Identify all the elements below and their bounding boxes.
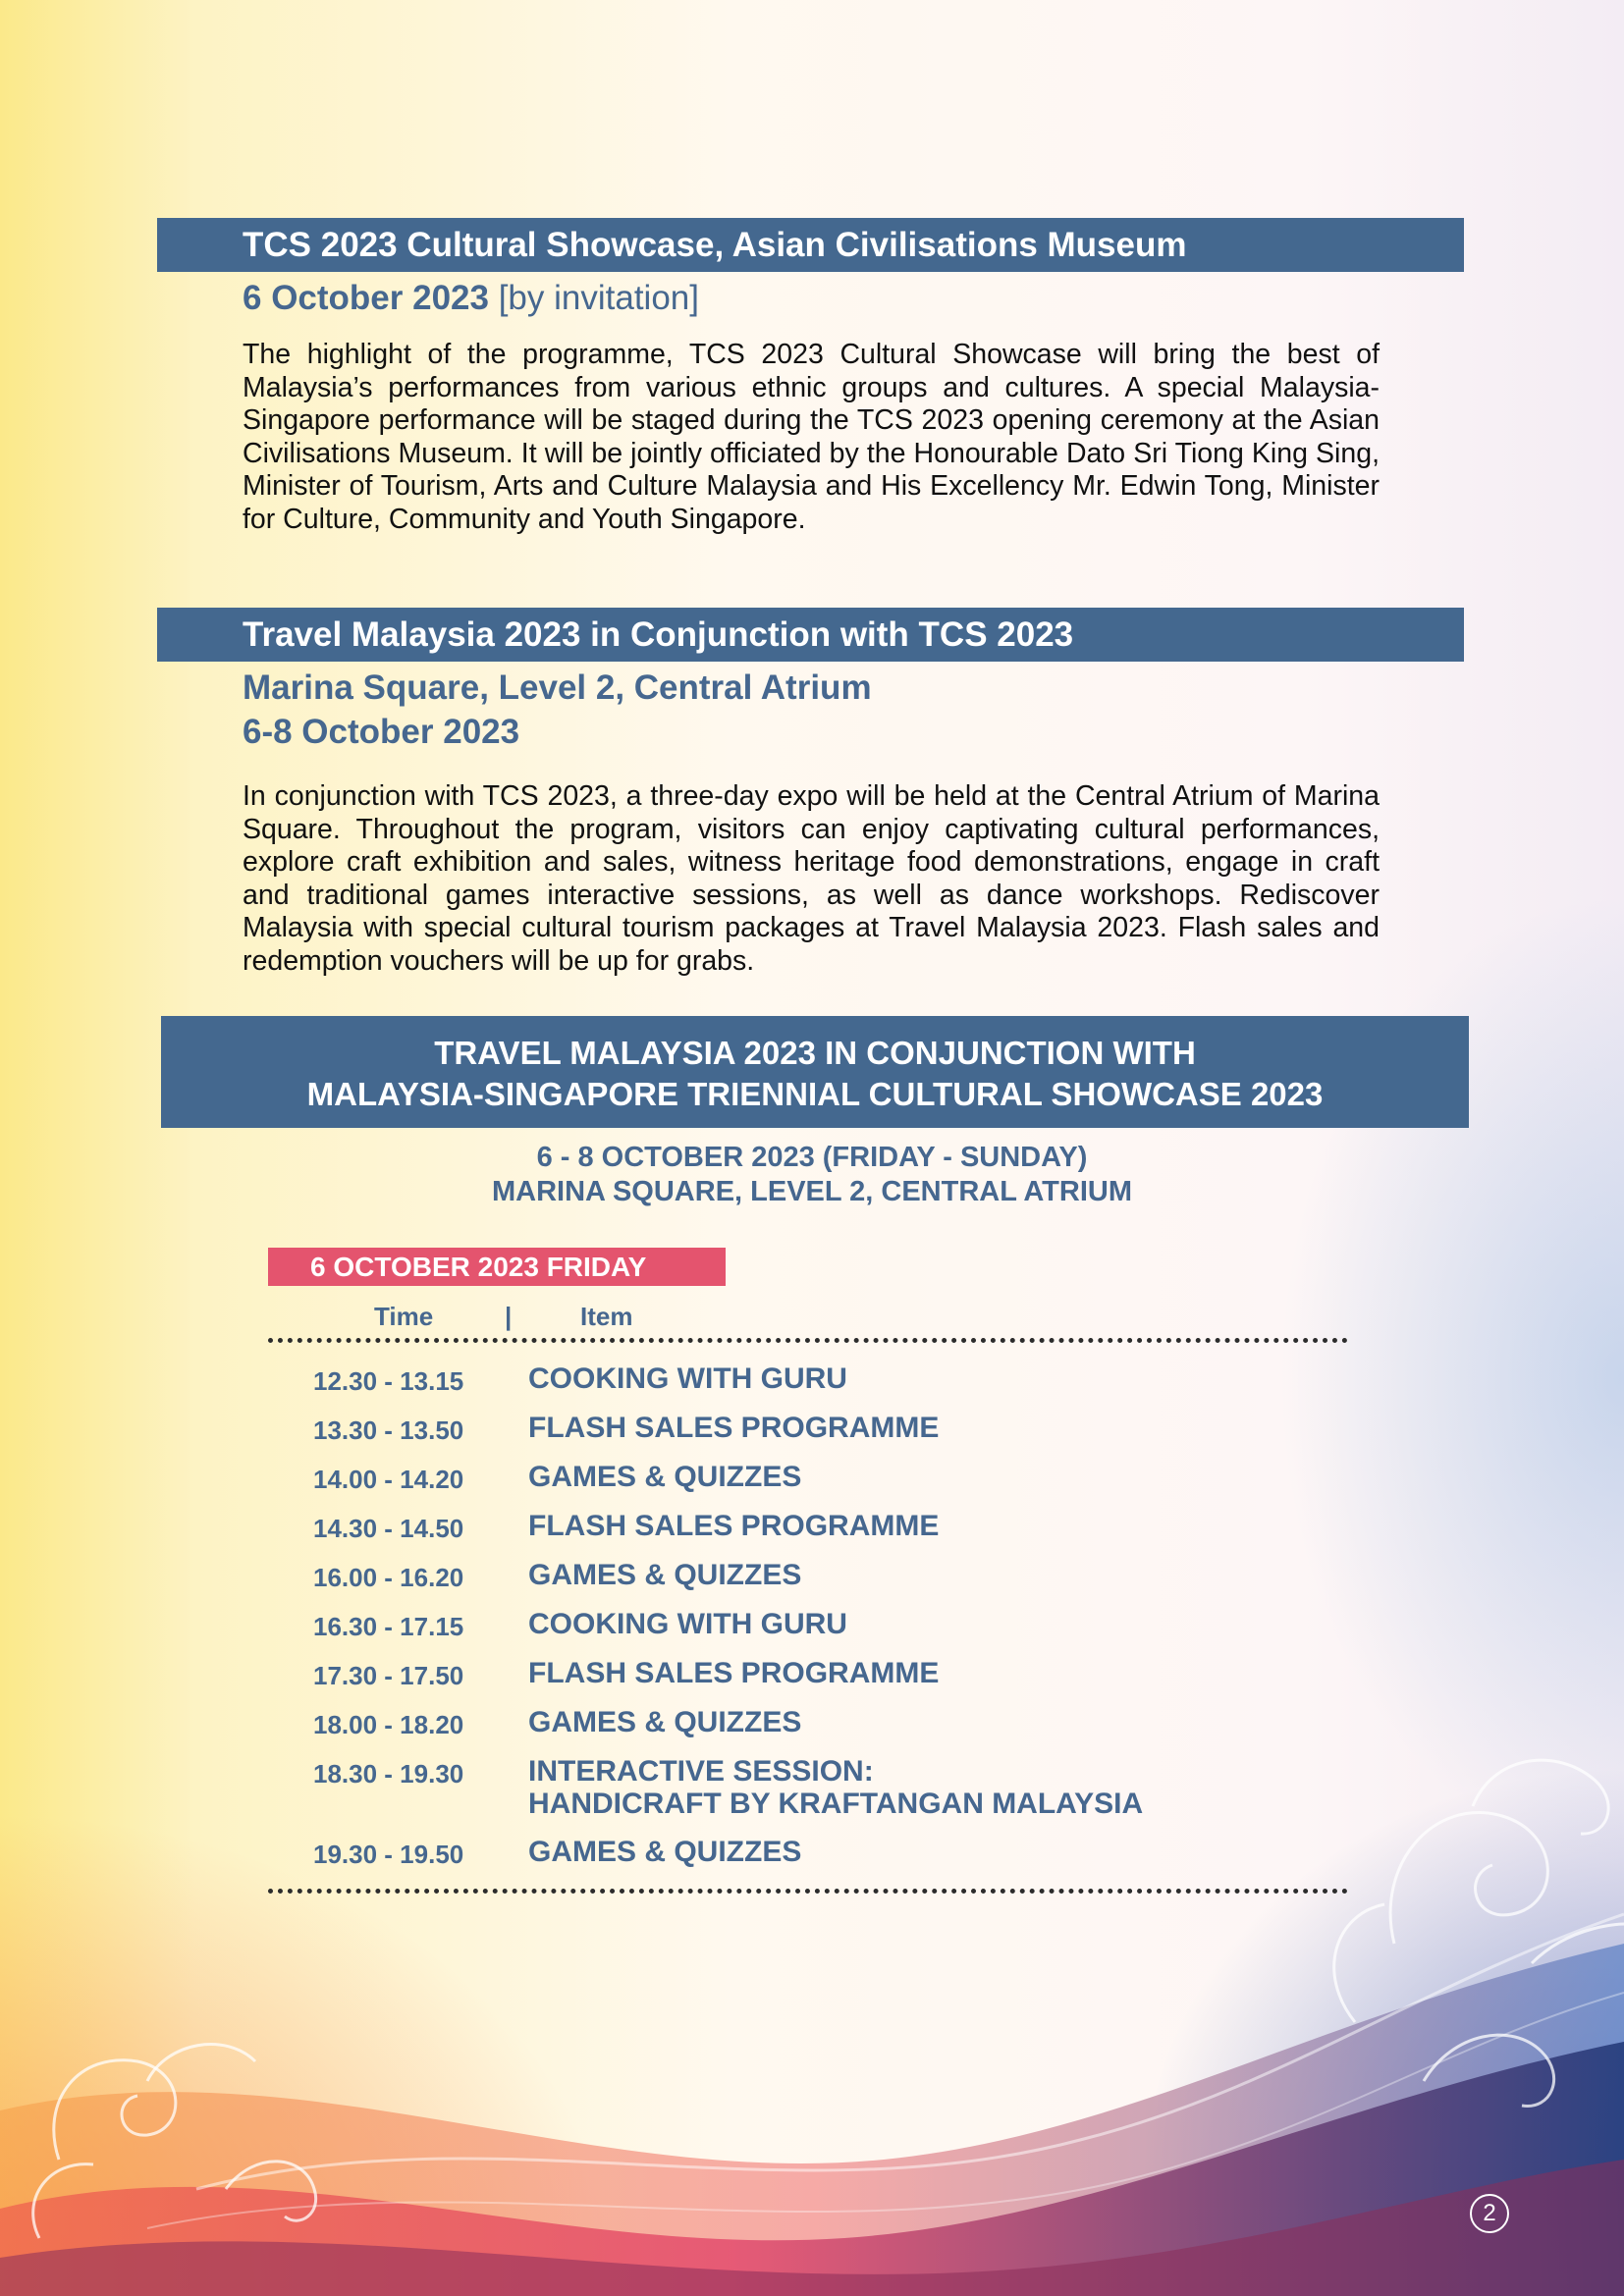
event-venue: Marina Square, Level 2, Central Atrium <box>243 668 872 707</box>
page-number: 2 <box>1470 2194 1509 2233</box>
column-header-item: Item <box>580 1302 633 1331</box>
row-item: GAMES & QUIZZES <box>528 1461 802 1493</box>
schedule-dates-line: 6 - 8 OCTOBER 2023 (FRIDAY - SUNDAY) <box>536 1142 1088 1173</box>
cultural-showcase-description: The highlight of the programme, TCS 2023 Cultural Showcase will bring the best of Malaysia’s performances from various ethnic groups and cultures. A special Malaysia-Singapore performance will be staged during the TCS 2023 opening ceremony at the Asian Civilisations Museum. It will be jointly officiated by the Honourable Dato Sri Tiong King Sing, Minister of Tourism, Arts and Culture Malaysia and His Excellency Mr. Edwin Tong, Minister for Culture, Community and Youth Singapore. <box>243 339 1380 535</box>
row-time: 17.30 - 17.50 <box>313 1661 464 1690</box>
day-label-tag: 6 OCTOBER 2023 FRIDAY <box>268 1248 726 1286</box>
row-item: INTERACTIVE SESSION: HANDICRAFT BY KRAFTANGAN MALAYSIA <box>528 1755 1144 1820</box>
row-time: 16.30 - 17.15 <box>313 1612 464 1641</box>
row-item: COOKING WITH GURU <box>528 1362 847 1395</box>
row-time: 12.30 - 13.15 <box>313 1366 464 1396</box>
event-invitation-note: [by invitation] <box>498 279 699 317</box>
event-date: 6 October 2023 <box>243 279 489 317</box>
row-item: COOKING WITH GURU <box>528 1608 847 1640</box>
row-time: 14.30 - 14.50 <box>313 1514 464 1543</box>
row-item: GAMES & QUIZZES <box>528 1836 802 1868</box>
row-time: 14.00 - 14.20 <box>313 1465 464 1494</box>
event-dates: 6-8 October 2023 <box>243 713 520 751</box>
section-heading-bar-cultural-showcase <box>157 218 1464 272</box>
schedule-banner <box>161 1016 1469 1128</box>
row-item: GAMES & QUIZZES <box>528 1559 802 1591</box>
event-date-line <box>243 279 699 318</box>
row-item: GAMES & QUIZZES <box>528 1706 802 1738</box>
row-item: FLASH SALES PROGRAMME <box>528 1510 940 1542</box>
column-header-time: Time <box>374 1302 434 1331</box>
section-heading-text: TCS 2023 Cultural Showcase, Asian Civilisations Museum <box>243 226 1187 264</box>
section-heading-bar-travel-malaysia <box>157 608 1464 662</box>
column-header-separator: | <box>505 1302 513 1331</box>
schedule-banner-line-1: TRAVEL MALAYSIA 2023 IN CONJUNCTION WITH <box>434 1035 1196 1071</box>
schedule-divider-bottom <box>268 1889 1348 1894</box>
row-time: 18.30 - 19.30 <box>313 1759 464 1789</box>
row-time: 19.30 - 19.50 <box>313 1840 464 1869</box>
section-heading-text: Travel Malaysia 2023 in Conjunction with TCS 2023 <box>243 615 1074 654</box>
row-item: FLASH SALES PROGRAMME <box>528 1412 940 1444</box>
row-time: 18.00 - 18.20 <box>313 1710 464 1739</box>
row-time: 13.30 - 13.50 <box>313 1415 464 1445</box>
schedule-venue-line: MARINA SQUARE, LEVEL 2, CENTRAL ATRIUM <box>492 1176 1132 1207</box>
travel-malaysia-description: In conjunction with TCS 2023, a three-day expo will be held at the Central Atrium of Marina Square. Throughout the program, visitors can enjoy captivating cultural performances, explore craft exhibition and sales, witness heritage food demonstrations, engage in craft and traditional games interactive sessions, as well as dance workshops. Rediscover Malaysia with special cultural tourism packages at Travel Malaysia 2023. Flash sales and redemption vouchers will be up for grabs. <box>243 780 1380 977</box>
row-time: 16.00 - 16.20 <box>313 1563 464 1592</box>
schedule-banner-line-2: MALAYSIA-SINGAPORE TRIENNIAL CULTURAL SHOWCASE 2023 <box>306 1076 1324 1112</box>
schedule-divider-top <box>268 1338 1348 1343</box>
row-item: FLASH SALES PROGRAMME <box>528 1657 940 1689</box>
